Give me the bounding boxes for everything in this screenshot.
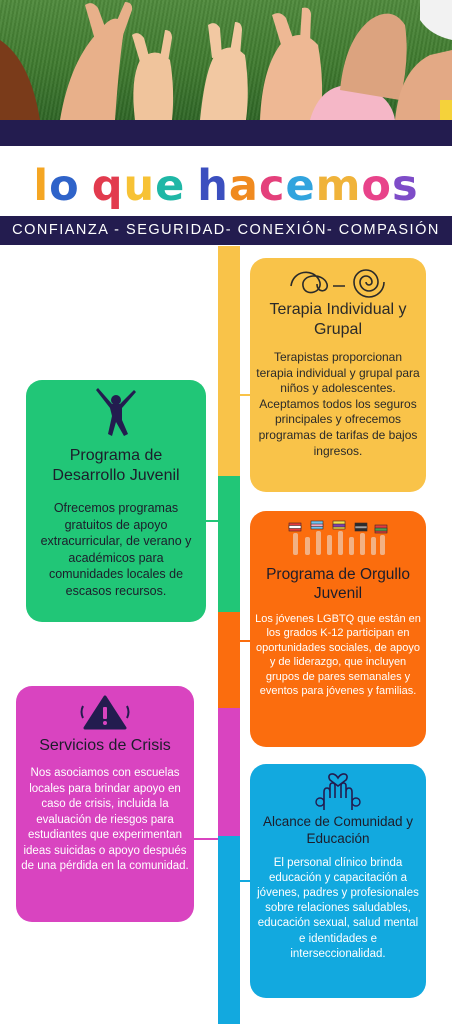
card-title: Terapia Individual y Grupal bbox=[269, 301, 407, 338]
card-servicios-crisis bbox=[16, 686, 194, 922]
timeline-segment-yellow bbox=[218, 246, 240, 476]
scribble-spiral-icon bbox=[283, 264, 393, 300]
title-letter: e bbox=[285, 161, 316, 211]
top-band bbox=[0, 120, 452, 146]
title-letter: o bbox=[49, 161, 80, 211]
title-letter: l bbox=[33, 161, 50, 211]
title-letter: o bbox=[361, 161, 392, 211]
values-band: CONFIANZA - SEGURIDAD- CONEXIÓN- COMPASIÓN bbox=[0, 216, 452, 245]
warning-triangle-icon bbox=[80, 694, 130, 732]
timeline-segment-orange bbox=[218, 612, 240, 708]
title-letter: m bbox=[315, 161, 362, 211]
title-letter: a bbox=[228, 161, 259, 211]
title-letter: u bbox=[123, 161, 156, 211]
connector-juvenil bbox=[206, 520, 218, 522]
card-title: Servicios de Crisis bbox=[39, 737, 171, 754]
jumping-child-icon bbox=[94, 386, 138, 442]
connector-crisis bbox=[194, 838, 218, 840]
card-terapia bbox=[250, 258, 426, 492]
children-hands-illustration bbox=[0, 0, 452, 120]
card-orgullo-juvenil bbox=[250, 511, 426, 747]
card-body: Los jóvenes LGBTQ que están en los grados K-12 participan en oportunidades sociales, de apoyo y de liderazgo, que incluyen grupos de pares semanales y eventos para jóvenes y familias. bbox=[255, 612, 421, 698]
title-letter: e bbox=[155, 161, 186, 211]
card-title: Alcance de Comunidad y Educación bbox=[262, 814, 414, 846]
timeline-segment-green bbox=[218, 476, 240, 612]
card-body: Nos asociamos con escuelas locales para brindar apoyo en caso de crisis, incluida la evaluación de riesgos para estudiantes que experimentan ideas suicidas o apoyo después de una pérdida en la comunidad. bbox=[21, 767, 189, 873]
hero-photo bbox=[0, 0, 452, 120]
connector-alcance bbox=[240, 880, 250, 882]
card-body: Ofrecemos programas gratuitos de apoyo extracurricular, de verano y académicos para comunidades locales de escasos recursos. bbox=[40, 501, 192, 598]
title-letter bbox=[185, 158, 197, 214]
card-title: Programa de Desarrollo Juvenil bbox=[52, 447, 180, 484]
title-letter bbox=[80, 158, 92, 214]
card-body: El personal clínico brinda educación y capacitación a jóvenes, padres y profesionales sobre relaciones saludables, educación sexual, salud mental e identidades e interseccionalidad. bbox=[257, 856, 419, 960]
page-title bbox=[0, 158, 452, 214]
raised-hands-flags-icon bbox=[283, 519, 393, 559]
card-desarrollo-juvenil bbox=[26, 380, 206, 622]
timeline-segment-magenta bbox=[218, 708, 240, 836]
title-letter: s bbox=[391, 161, 419, 211]
title-letter: q bbox=[91, 161, 124, 211]
connector-orgullo bbox=[240, 640, 250, 642]
hands-heart-icon bbox=[314, 768, 362, 812]
timeline-segment-blue bbox=[218, 836, 240, 1024]
card-alcance-comunidad bbox=[250, 764, 426, 998]
title-letter: c bbox=[258, 161, 286, 211]
card-title: Programa de Orgullo Juvenil bbox=[266, 566, 410, 603]
title-letter: h bbox=[197, 161, 229, 211]
connector-terapia bbox=[240, 394, 250, 396]
card-body: Terapistas proporcionan terapia individual y grupal para niños y adolescentes. Aceptamos todos los seguros principales y ofrecemos programas de tarifas de bajos ingresos. bbox=[256, 350, 420, 458]
